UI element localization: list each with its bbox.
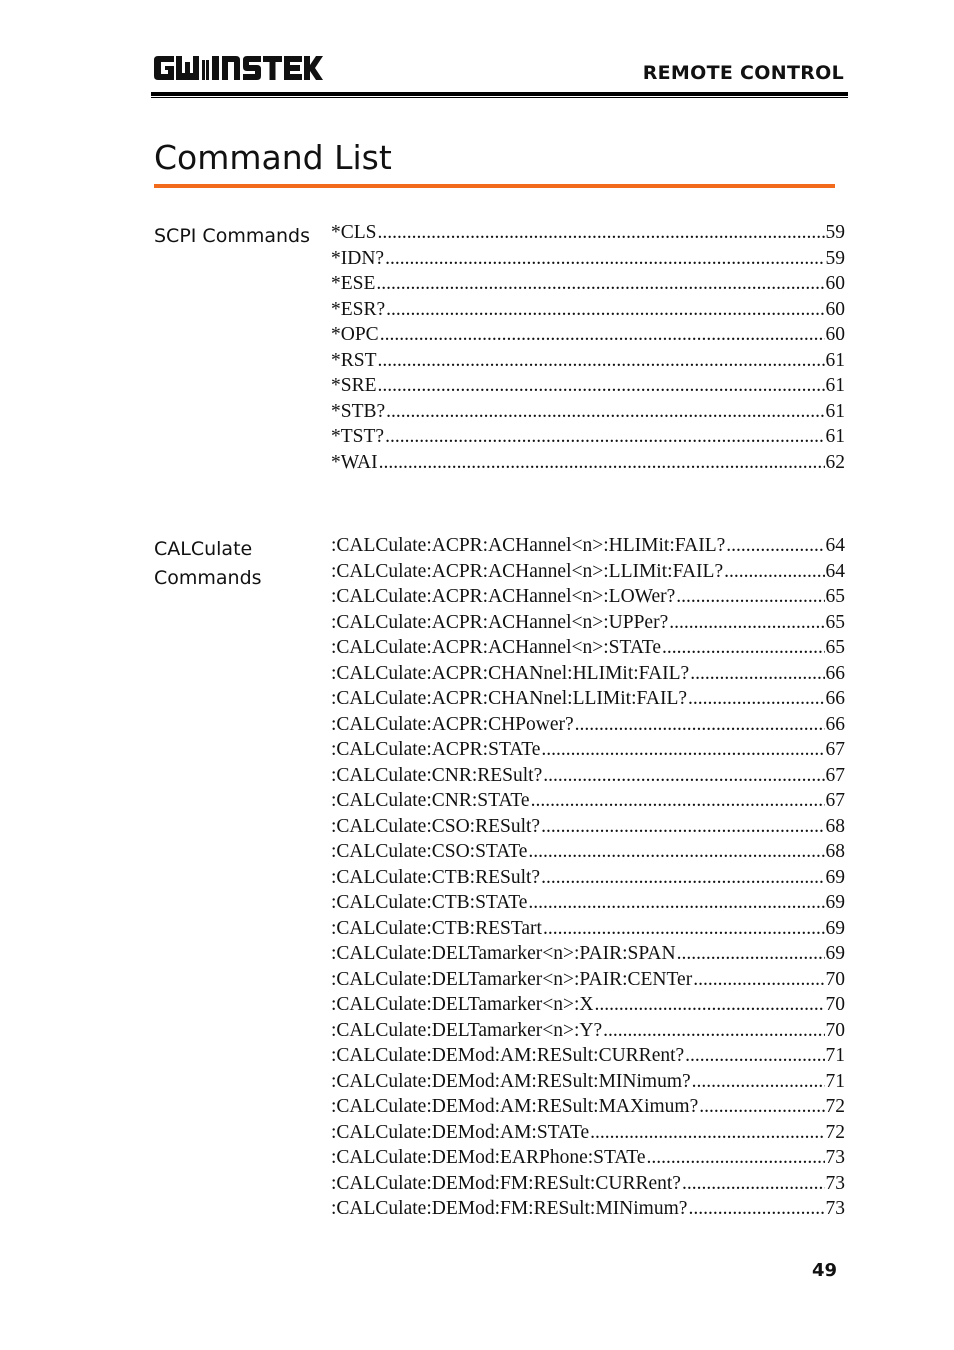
toc-entry[interactable]: [331, 765, 845, 791]
toc-leader-dots: [386, 299, 824, 321]
toc-entry-page: 61: [825, 426, 845, 447]
toc-entry-command: :CALCulate:ACPR:CHPower?: [331, 713, 574, 735]
toc-list-scpi: [331, 222, 845, 477]
toc-entry[interactable]: [331, 688, 845, 714]
toc-entry-page: 72: [825, 1121, 845, 1143]
toc-leader-dots: [646, 1147, 824, 1169]
toc-entry[interactable]: [331, 586, 845, 612]
toc-leader-dots: [531, 790, 825, 812]
toc-entry-page: 69: [825, 917, 845, 939]
toc-entry[interactable]: [331, 273, 845, 299]
toc-entry-page: 65: [825, 637, 845, 658]
toc-entry[interactable]: [331, 714, 845, 740]
toc-entry[interactable]: [331, 1198, 845, 1224]
toc-leader-dots: [682, 1173, 825, 1195]
toc-entry-command: :CALCulate:CTB:STATe: [331, 892, 528, 913]
toc-entry-command: :CALCulate:DELTamarker<n>:Y?: [331, 1019, 603, 1041]
toc-entry-command: :CALCulate:ACPR:ACHannel<n>:LLIMit:FAIL?: [331, 560, 724, 582]
toc-entry[interactable]: [331, 637, 845, 663]
toc-entry[interactable]: [331, 375, 845, 401]
toc-leader-dots: [378, 222, 825, 244]
toc-entry[interactable]: [331, 1173, 845, 1199]
toc-entry[interactable]: [331, 841, 845, 867]
toc-leader-dots: [590, 1122, 824, 1144]
toc-entry-command: :CALCulate:CNR:STATe: [331, 790, 530, 811]
toc-entry-command: *OPC: [331, 324, 379, 345]
toc-entry-page: 64: [825, 535, 845, 556]
toc-entry[interactable]: [331, 535, 845, 561]
toc-entry-command: :CALCulate:DELTamarker<n>:X: [331, 994, 594, 1015]
toc-entry[interactable]: [331, 918, 845, 944]
section-title: REMOTE CONTROL: [642, 62, 844, 84]
toc-leader-dots: [693, 969, 824, 991]
toc-leader-dots: [376, 273, 824, 295]
toc-entry[interactable]: [331, 790, 845, 816]
toc-entry-page: 70: [825, 1019, 845, 1041]
toc-entry[interactable]: [331, 350, 845, 376]
toc-entry-command: *STB?: [331, 400, 386, 422]
toc-entry[interactable]: [331, 1020, 845, 1046]
toc-entry-page: 71: [825, 1070, 845, 1092]
toc-entry-page: 68: [825, 841, 845, 862]
toc-leader-dots: [603, 1020, 824, 1042]
toc-leader-dots: [379, 452, 825, 474]
group-label-line: Commands: [154, 567, 262, 589]
toc-entry[interactable]: [331, 561, 845, 587]
toc-entry-command: :CALCulate:DEMod:AM:RESult:MINimum?: [331, 1070, 691, 1092]
toc-entry-page: 60: [825, 298, 845, 320]
toc-entry-command: :CALCulate:DEMod:FM:RESult:MINimum?: [331, 1198, 688, 1219]
toc-leader-dots: [378, 350, 825, 372]
toc-entry-page: 67: [825, 790, 845, 811]
toc-leader-dots: [543, 765, 824, 787]
header-rule-thin: [151, 97, 848, 98]
toc-entry-page: 62: [825, 451, 845, 473]
toc-leader-dots: [688, 1198, 824, 1220]
toc-entry-command: :CALCulate:CTB:RESTart: [331, 917, 542, 939]
page-title: Command List: [154, 138, 392, 177]
toc-entry-page: 66: [825, 662, 845, 684]
toc-entry-page: 73: [825, 1172, 845, 1194]
toc-entry-page: 65: [825, 611, 845, 633]
toc-leader-dots: [726, 535, 824, 557]
toc-entry[interactable]: [331, 663, 845, 689]
toc-entry-command: *WAI: [331, 451, 378, 473]
toc-leader-dots: [688, 688, 824, 710]
toc-entry-command: *SRE: [331, 375, 377, 396]
toc-entry-command: :CALCulate:ACPR:ACHannel<n>:HLIMit:FAIL?: [331, 535, 726, 556]
toc-entry-command: :CALCulate:ACPR:CHANnel:HLIMit:FAIL?: [331, 662, 690, 684]
toc-entry-page: 69: [825, 943, 845, 964]
toc-entry[interactable]: [331, 969, 845, 995]
toc-entry-command: :CALCulate:DEMod:AM:RESult:CURRent?: [331, 1045, 685, 1066]
toc-list-calculate: [331, 535, 845, 1224]
toc-leader-dots: [724, 561, 824, 583]
group-label-line: SCPI Commands: [154, 225, 310, 247]
toc-entry-page: 66: [825, 688, 845, 709]
toc-entry-command: :CALCulate:DEMod:EARPhone:STATe: [331, 1147, 646, 1168]
toc-entry-command: :CALCulate:DELTamarker<n>:PAIR:SPAN: [331, 943, 676, 964]
toc-entry-command: :CALCulate:DEMod:FM:RESult:CURRent?: [331, 1172, 681, 1194]
toc-leader-dots: [575, 714, 825, 736]
toc-entry-command: *CLS: [331, 222, 377, 243]
toc-entry-page: 69: [825, 892, 845, 913]
toc-entry-page: 68: [825, 815, 845, 837]
toc-entry[interactable]: [331, 1147, 845, 1173]
toc-entry[interactable]: [331, 612, 845, 638]
toc-entry-page: 67: [825, 764, 845, 786]
toc-entry[interactable]: [331, 1045, 845, 1071]
toc-entry-page: 73: [825, 1198, 845, 1219]
toc-entry-page: 65: [825, 586, 845, 607]
toc-entry-command: :CALCulate:DEMod:AM:RESult:MAXimum?: [331, 1096, 699, 1117]
toc-leader-dots: [385, 248, 824, 270]
toc-leader-dots: [541, 867, 824, 889]
toc-leader-dots: [677, 943, 825, 965]
toc-entry[interactable]: [331, 892, 845, 918]
toc-leader-dots: [662, 637, 825, 659]
toc-entry[interactable]: [331, 816, 845, 842]
toc-entry[interactable]: [331, 739, 845, 765]
toc-entry[interactable]: [331, 248, 845, 274]
group-label-line: CALCulate: [154, 538, 253, 560]
toc-entry[interactable]: [331, 1096, 845, 1122]
toc-entry-command: :CALCulate:CNR:RESult?: [331, 764, 543, 786]
gw-instek-logo: [154, 56, 324, 84]
header-rule: [151, 92, 848, 96]
toc-entry[interactable]: [331, 222, 845, 248]
toc-leader-dots: [541, 816, 824, 838]
toc-entry-page: 59: [825, 222, 845, 243]
toc-leader-dots: [692, 1071, 825, 1093]
toc-entry-command: :CALCulate:ACPR:ACHannel<n>:LOWer?: [331, 586, 676, 607]
title-underline: [154, 184, 835, 188]
toc-entry-command: :CALCulate:DEMod:AM:STATe: [331, 1121, 590, 1143]
toc-entry-page: 60: [825, 324, 845, 345]
toc-leader-dots: [543, 918, 825, 940]
toc-leader-dots: [380, 324, 825, 346]
toc-entry[interactable]: [331, 452, 845, 478]
toc-leader-dots: [676, 586, 824, 608]
toc-entry-command: :CALCulate:ACPR:ACHannel<n>:UPPer?: [331, 611, 669, 633]
toc-leader-dots: [528, 892, 824, 914]
toc-entry[interactable]: [331, 299, 845, 325]
toc-entry[interactable]: [331, 401, 845, 427]
toc-entry-page: 69: [825, 866, 845, 888]
toc-entry[interactable]: [331, 994, 845, 1020]
toc-entry[interactable]: [331, 426, 845, 452]
toc-entry-page: 73: [825, 1147, 845, 1168]
toc-entry-page: 67: [825, 739, 845, 760]
toc-leader-dots: [386, 401, 824, 423]
toc-entry-command: :CALCulate:CTB:RESult?: [331, 866, 541, 888]
toc-leader-dots: [528, 841, 824, 863]
toc-entry-command: :CALCulate:ACPR:CHANnel:LLIMit:FAIL?: [331, 688, 688, 709]
toc-entry-command: *ESE: [331, 273, 376, 294]
toc-entry[interactable]: [331, 1071, 845, 1097]
toc-entry-page: 61: [825, 375, 845, 396]
toc-entry-page: 64: [825, 560, 845, 582]
toc-entry[interactable]: [331, 1122, 845, 1148]
toc-entry-command: *IDN?: [331, 247, 385, 269]
toc-leader-dots: [699, 1096, 824, 1118]
toc-entry-page: 61: [825, 349, 845, 371]
toc-entry-command: :CALCulate:CSO:STATe: [331, 841, 528, 862]
toc-entry[interactable]: [331, 324, 845, 350]
toc-entry[interactable]: [331, 943, 845, 969]
toc-entry-page: 61: [825, 400, 845, 422]
toc-entry-page: 59: [825, 247, 845, 269]
toc-entry-page: 72: [825, 1096, 845, 1117]
gw-instek-logo-mark: [154, 56, 324, 84]
toc-leader-dots: [669, 612, 824, 634]
toc-leader-dots: [385, 426, 824, 448]
page-number: 49: [812, 1260, 838, 1281]
toc-entry-command: :CALCulate:DELTamarker<n>:PAIR:CENTer: [331, 968, 693, 990]
toc-entry-command: :CALCulate:ACPR:STATe: [331, 739, 541, 760]
toc-entry-page: 70: [825, 994, 845, 1015]
toc-entry-page: 60: [825, 273, 845, 294]
toc-entry-command: :CALCulate:ACPR:ACHannel<n>:STATe: [331, 637, 661, 658]
toc-entry-command: *ESR?: [331, 298, 386, 320]
group-label-calculate: [154, 535, 262, 593]
toc-leader-dots: [690, 663, 824, 685]
group-label-scpi: [154, 222, 310, 251]
toc-entry-page: 70: [825, 968, 845, 990]
toc-entry-page: 66: [825, 713, 845, 735]
toc-leader-dots: [541, 739, 824, 761]
toc-entry-page: 71: [825, 1045, 845, 1066]
toc-entry-command: *RST: [331, 349, 377, 371]
toc-entry[interactable]: [331, 867, 845, 893]
toc-leader-dots: [595, 994, 825, 1016]
toc-entry-command: :CALCulate:CSO:RESult?: [331, 815, 541, 837]
toc-entry-command: *TST?: [331, 426, 385, 447]
toc-leader-dots: [685, 1045, 824, 1067]
toc-leader-dots: [378, 375, 825, 397]
